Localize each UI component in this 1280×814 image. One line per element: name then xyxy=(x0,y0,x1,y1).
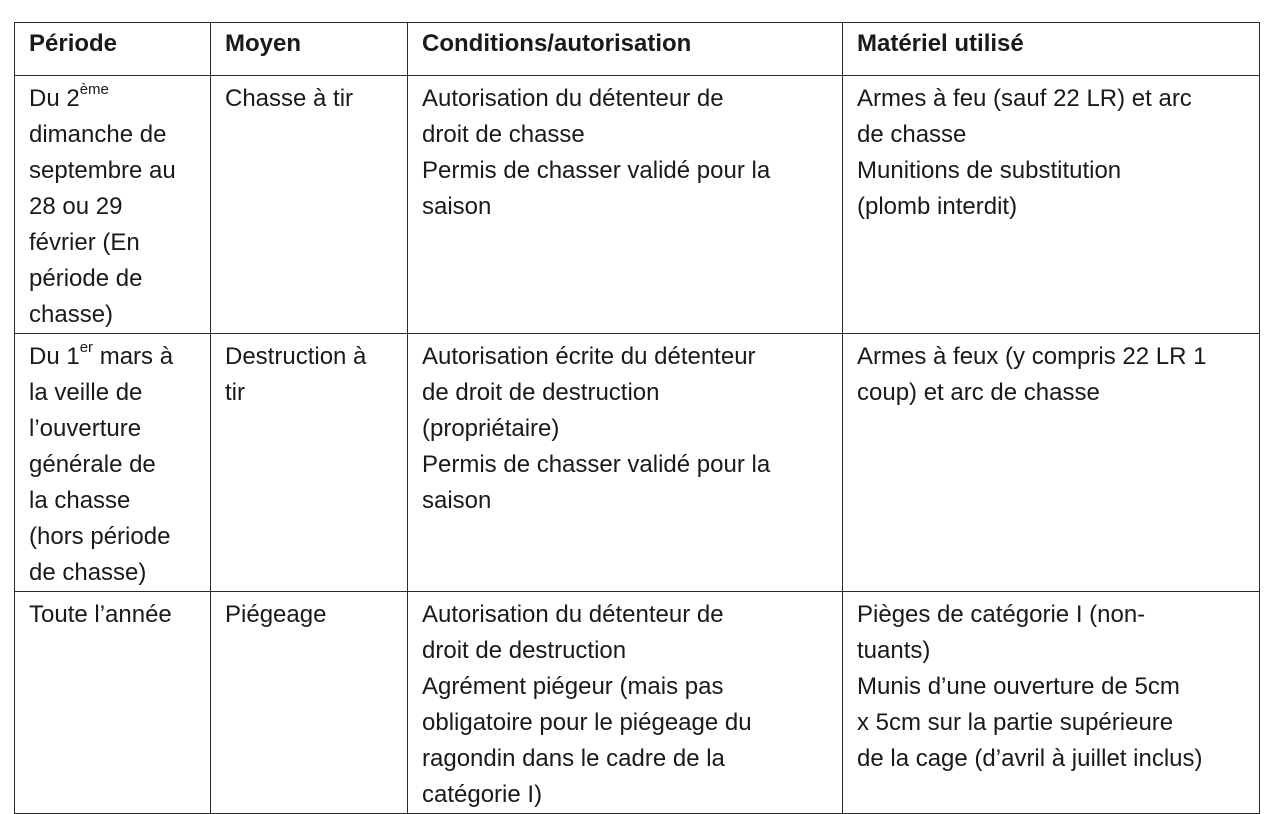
header-materiel: Matériel utilisé xyxy=(843,23,1260,76)
text-line: obligatoire pour le piégeage du xyxy=(422,709,752,736)
text-segment: Du 2 xyxy=(29,85,80,112)
text-line: Munis d’une ouverture de 5cm xyxy=(857,673,1180,700)
cell-materiel xyxy=(843,334,1260,592)
cell-periode xyxy=(15,76,211,334)
text-line: (plomb interdit) xyxy=(857,193,1018,220)
hunting-rules-table xyxy=(14,22,1260,814)
text-line: Munitions de substitution xyxy=(857,157,1122,184)
text-line: la chasse xyxy=(29,487,131,514)
text-line: (propriétaire) xyxy=(422,415,560,442)
text-line: Autorisation du détenteur de xyxy=(422,85,724,112)
text-line: période de xyxy=(29,265,143,292)
text-line: tir xyxy=(225,379,245,406)
text-line: Armes à feux (y compris 22 LR 1 xyxy=(857,343,1207,370)
cell-materiel xyxy=(843,76,1260,334)
header-moyen: Moyen xyxy=(211,23,408,76)
text-line: l’ouverture xyxy=(29,415,142,442)
text-line: saison xyxy=(422,487,492,514)
text-line: février (En xyxy=(29,229,140,256)
header-conditions: Conditions/autorisation xyxy=(408,23,843,76)
text-line: ragondin dans le cadre de la xyxy=(422,745,725,772)
text-line: générale de xyxy=(29,451,156,478)
text-line: Permis de chasser validé pour la xyxy=(422,451,771,478)
text-line: coup) et arc de chasse xyxy=(857,379,1100,406)
text-line: Pièges de catégorie I (non- xyxy=(857,601,1146,628)
cell-conditions xyxy=(408,76,843,334)
text-segment: mars à xyxy=(93,343,174,370)
text-line xyxy=(29,339,196,375)
text-line: Destruction à xyxy=(225,343,367,370)
text-line: Toute l’année xyxy=(29,601,172,628)
superscript: er xyxy=(79,339,94,356)
cell-periode xyxy=(15,592,211,814)
text-line: Autorisation écrite du détenteur xyxy=(422,343,756,370)
text-line: droit de chasse xyxy=(422,121,585,148)
superscript: ème xyxy=(79,81,109,98)
header-periode: Période xyxy=(15,23,211,76)
text-line: chasse) xyxy=(29,301,114,328)
text-line: de chasse xyxy=(857,121,967,148)
text-line: droit de destruction xyxy=(422,637,627,664)
text-line xyxy=(29,81,196,117)
table-row xyxy=(15,334,1260,592)
header-row xyxy=(15,23,1260,76)
text-line: tuants) xyxy=(857,637,931,664)
cell-periode xyxy=(15,334,211,592)
table-row xyxy=(15,592,1260,814)
text-line: dimanche de xyxy=(29,121,167,148)
cell-conditions xyxy=(408,334,843,592)
text-line: Armes à feu (sauf 22 LR) et arc xyxy=(857,85,1192,112)
text-line: x 5cm sur la partie supérieure xyxy=(857,709,1174,736)
text-line: la veille de xyxy=(29,379,143,406)
text-line: Chasse à tir xyxy=(225,85,354,112)
text-line: de chasse) xyxy=(29,559,147,586)
cell-moyen xyxy=(211,76,408,334)
cell-moyen xyxy=(211,592,408,814)
text-line: catégorie I) xyxy=(422,781,543,808)
text-line: saison xyxy=(422,193,492,220)
cell-materiel xyxy=(843,592,1260,814)
text-line: Permis de chasser validé pour la xyxy=(422,157,771,184)
text-segment: Du 1 xyxy=(29,343,80,370)
text-line: 28 ou 29 xyxy=(29,193,123,220)
text-line: (hors période xyxy=(29,523,171,550)
text-line: de droit de destruction xyxy=(422,379,660,406)
text-line: Agrément piégeur (mais pas xyxy=(422,673,724,700)
table-row xyxy=(15,76,1260,334)
text-line: septembre au xyxy=(29,157,176,184)
text-line: Autorisation du détenteur de xyxy=(422,601,724,628)
cell-moyen xyxy=(211,334,408,592)
cell-conditions xyxy=(408,592,843,814)
text-line: Piégeage xyxy=(225,601,327,628)
text-line: de la cage (d’avril à juillet inclus) xyxy=(857,745,1203,772)
